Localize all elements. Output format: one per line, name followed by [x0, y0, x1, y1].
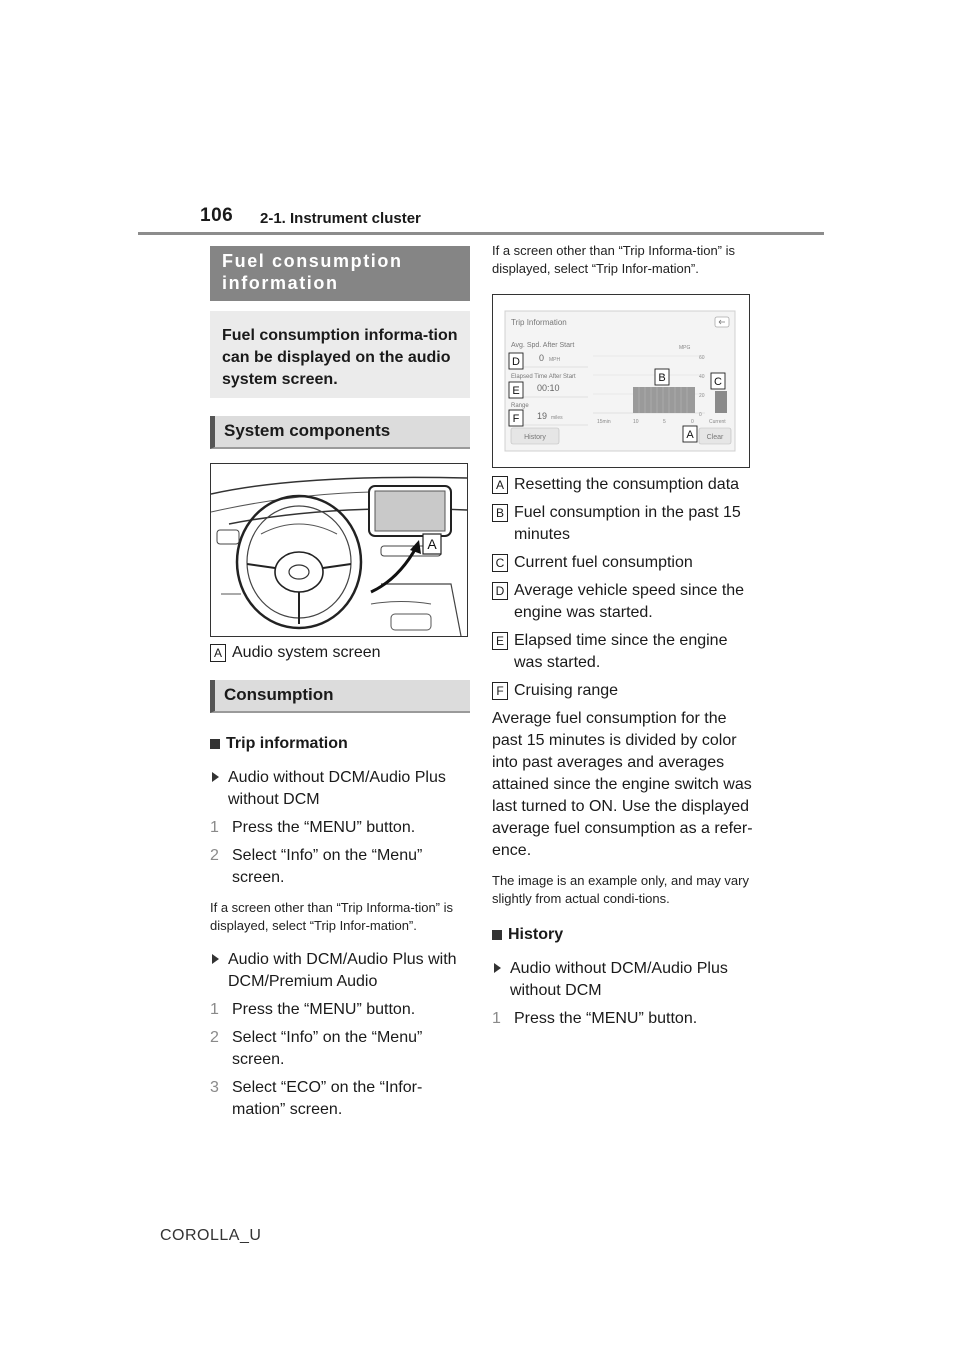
triangle-bullet-icon	[494, 963, 501, 973]
group2-title-text: Audio with DCM/Audio Plus with DCM/Premium Audio	[228, 951, 457, 990]
dashboard-drawing	[211, 464, 467, 636]
definition-f	[492, 680, 754, 702]
consumption-heading: Consumption	[210, 680, 470, 713]
page-number: 106	[200, 205, 234, 226]
history-heading	[492, 926, 754, 944]
trip-information-heading	[210, 735, 470, 753]
range-label: Range	[511, 403, 529, 409]
history-button-label: History	[524, 434, 546, 441]
elapsed-value: 00:10	[537, 383, 560, 393]
definition-letter: D	[492, 582, 508, 600]
dashboard-illustration	[210, 463, 468, 637]
header-rule	[138, 232, 824, 235]
group1-title-text: Audio without DCM/Audio Plus without DCM	[228, 769, 446, 808]
screen-title: Trip Information	[511, 318, 567, 327]
section-label: 2-1. Instrument cluster	[260, 210, 421, 227]
heading-line-2: information	[222, 273, 339, 293]
step-text: Press the “MENU” button.	[514, 1010, 698, 1027]
screen-label-d: D	[512, 356, 520, 368]
note-example-image: The image is an example only, and may vary slightly from actual condi-tions.	[492, 873, 749, 906]
heading-line-1: Fuel consumption	[222, 251, 403, 271]
definitions-list	[492, 474, 754, 702]
x-tick-15min: 15min	[597, 419, 611, 425]
mpg-label: MPG	[679, 345, 691, 351]
group1-title	[210, 767, 470, 811]
definition-text: Fuel consumption in the past 15 minutes	[514, 504, 741, 543]
definition-text: Elapsed time since the engine was started.	[514, 632, 728, 671]
x-tick-0: 0	[691, 419, 694, 425]
definition-text: Current fuel consumption	[514, 554, 693, 571]
screen-label-f: F	[512, 413, 520, 425]
x-tick-10: 10	[633, 419, 639, 425]
definition-b	[492, 502, 754, 546]
group1-step-1	[210, 817, 470, 839]
definition-text: Average vehicle speed since the engine was started.	[514, 582, 745, 621]
step-text: Select “Info” on the “Menu” screen.	[232, 1029, 423, 1068]
y-tick-20: 20	[699, 393, 705, 399]
step-number: 1	[492, 1010, 501, 1027]
definition-text: Resetting the consumption data	[514, 476, 740, 493]
definition-letter: C	[492, 554, 508, 572]
elapsed-label: Elapsed Time After Start	[511, 374, 576, 380]
step-text: Select “ECO” on the “Infor-mation” screen.	[232, 1079, 423, 1118]
step-number: 2	[210, 1029, 219, 1046]
screen-label-c: C	[714, 376, 722, 388]
group3-title-text: Audio without DCM/Audio Plus without DCM	[510, 960, 728, 999]
step-number: 1	[210, 819, 219, 836]
trip-information-screen	[492, 294, 750, 468]
group2-step-1	[210, 999, 470, 1021]
note-top: If a screen other than “Trip Informa-tion” is displayed, select “Trip Infor-mation”.	[492, 243, 736, 276]
definition-letter: E	[492, 632, 508, 650]
history-label: History	[508, 926, 564, 943]
step-number: 1	[210, 1001, 219, 1018]
step-text: Press the “MENU” button.	[232, 819, 416, 836]
range-unit: miles	[551, 415, 563, 421]
step-text: Press the “MENU” button.	[232, 1001, 416, 1018]
group2-title	[210, 949, 470, 993]
screen-label-e: E	[512, 385, 520, 397]
x-tick-5: 5	[663, 419, 666, 425]
y-tick-60: 60	[699, 355, 705, 361]
group3-title	[492, 958, 754, 1002]
screen-label-b: B	[658, 372, 666, 384]
avg-speed-value: 0	[539, 353, 545, 363]
system-components-heading: System components	[210, 416, 470, 449]
square-bullet-icon	[210, 739, 220, 749]
group1-step-2	[210, 845, 470, 889]
definition-text: Cruising range	[514, 682, 619, 699]
intro-box: Fuel consumption informa-tion can be displayed on the audio system screen.	[210, 311, 470, 398]
avg-speed-label: Avg. Spd. After Start	[511, 342, 575, 349]
x-tick-current: Current	[709, 419, 726, 425]
illustration-caption	[210, 642, 470, 664]
step-number: 2	[210, 847, 219, 864]
screen-label-a: A	[686, 429, 694, 441]
triangle-bullet-icon	[212, 772, 219, 782]
step-number: 3	[210, 1079, 219, 1096]
note-trip-information: If a screen other than “Trip Informa-tion” is displayed, select “Trip Infor-mation”.	[210, 900, 454, 933]
group2-step-3	[210, 1077, 470, 1121]
definition-c	[492, 552, 754, 574]
footer-model: COROLLA_U	[160, 1227, 262, 1244]
group3-step-1	[492, 1008, 754, 1030]
definition-d	[492, 580, 754, 624]
definition-letter: B	[492, 504, 508, 522]
definition-a	[492, 474, 754, 496]
illustration-label-a: A	[427, 536, 437, 552]
step-text: Select “Info” on the “Menu” screen.	[232, 847, 423, 886]
definition-e	[492, 630, 754, 674]
group2-step-2	[210, 1027, 470, 1071]
definition-letter: F	[492, 682, 508, 700]
y-tick-40: 40	[699, 374, 705, 380]
range-value: 19	[537, 411, 548, 421]
y-tick-0: 0	[699, 412, 702, 418]
avg-speed-unit: MPH	[549, 357, 561, 363]
clear-button-label: Clear	[706, 434, 724, 441]
caption-text: Audio system screen	[232, 644, 381, 661]
trip-information-label: Trip information	[226, 735, 348, 752]
fuel-consumption-heading	[210, 246, 470, 301]
triangle-bullet-icon	[212, 954, 219, 964]
right-column	[492, 242, 754, 1030]
definition-letter: A	[492, 476, 508, 494]
caption-letter: A	[210, 644, 226, 662]
square-bullet-icon	[492, 930, 502, 940]
average-consumption-paragraph: Average fuel consumption for the past 15 minutes is divided by color into past averages and averages attained since the engine switch was last turned to ON. Use the displayed average fuel consumption as a refer-ence.	[492, 710, 753, 859]
trip-screen-drawing	[493, 295, 749, 467]
left-column	[210, 246, 470, 1121]
